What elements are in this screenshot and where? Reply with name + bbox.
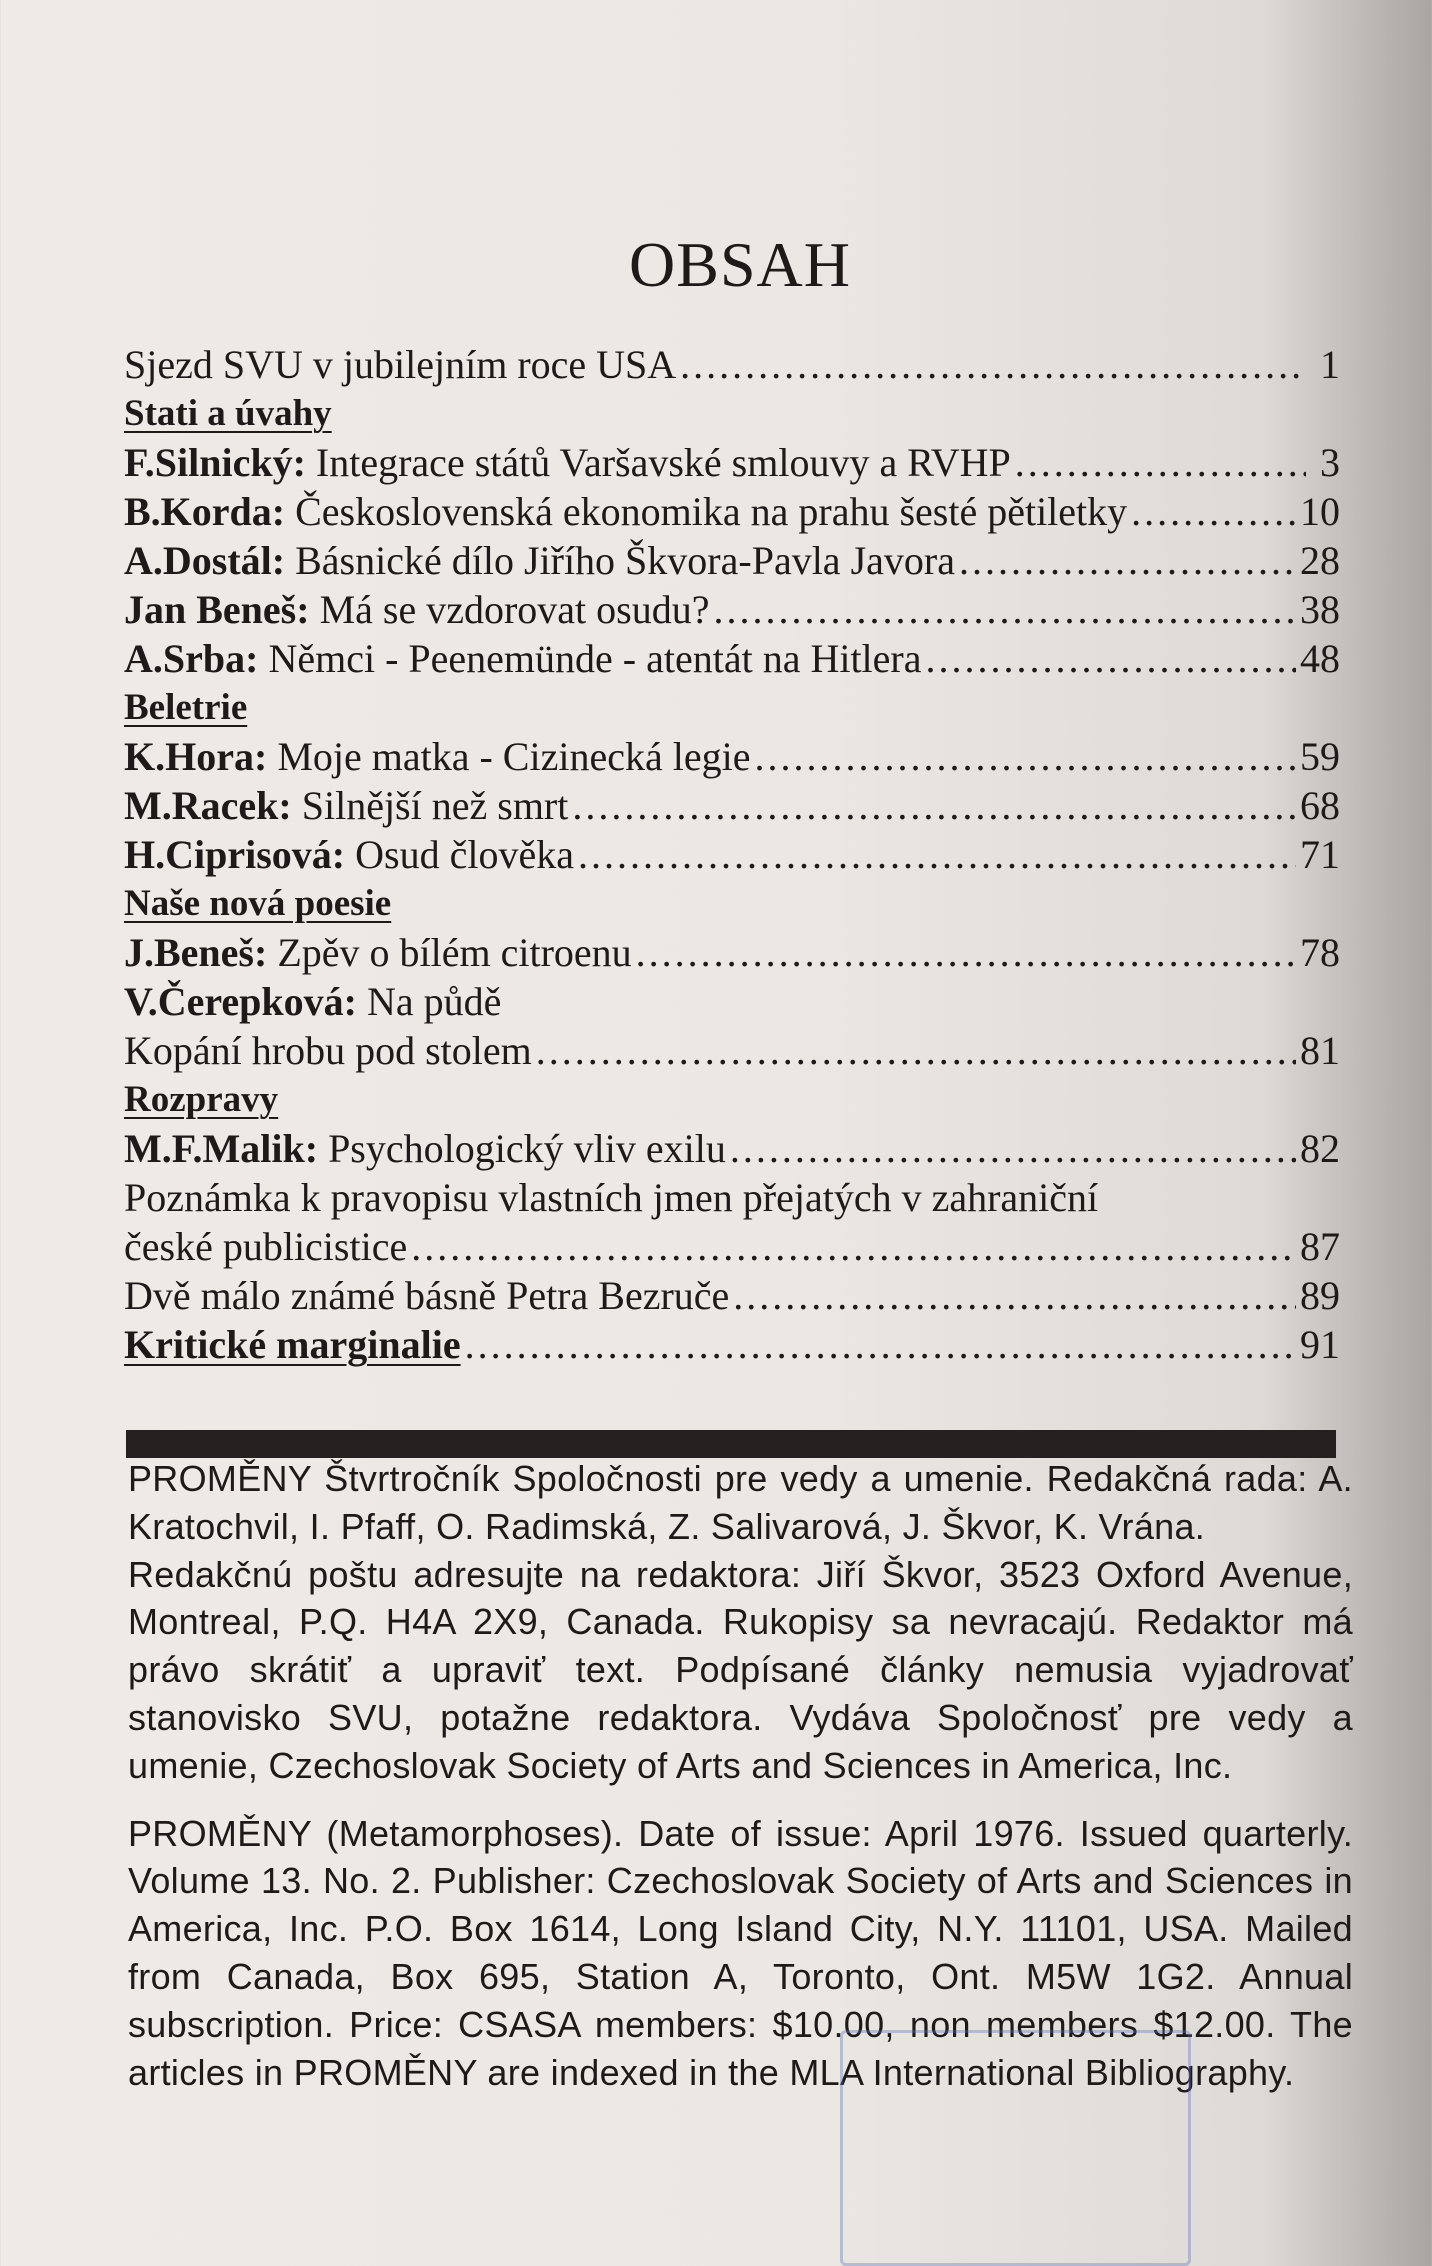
toc-author: M.Racek: [124, 783, 292, 828]
toc-leader-dots [959, 536, 1296, 585]
toc-page-number: 91 [1300, 1322, 1340, 1367]
toc-author: J.Beneš: [124, 930, 268, 975]
toc-page-number: 89 [1300, 1273, 1340, 1318]
toc-entry [124, 732, 1340, 781]
toc-page-number: 28 [1300, 538, 1340, 583]
toc-leader-dots [733, 1271, 1296, 1320]
toc-author: Jan Beneš: [124, 587, 310, 632]
toc-author: V.Čerepková: [124, 979, 357, 1024]
toc-entry [124, 830, 1340, 879]
toc-entry [124, 1222, 1340, 1271]
toc-author: F.Silnický: [124, 440, 306, 485]
toc-title: Osud člověka [355, 832, 574, 877]
toc-page-number: 82 [1300, 1126, 1340, 1171]
toc-page-number: 3 [1320, 440, 1340, 485]
toc-leader-dots [1131, 487, 1296, 536]
toc-leader-dots [680, 340, 1306, 389]
toc-title: Zpěv o bílém citroenu [277, 930, 632, 975]
toc-entry [124, 1026, 1340, 1075]
colophon-publication: PROMĚNY (Metamorphoses). Date of issue: April 1976. Issued quarterly. Volume 13. No. 2. Publisher: Czechoslovak Society of Arts and Sciences in America, Inc. P.O. Box 1614, Long Island City, N.Y. 11101, USA. Mailed from Canada, Box 695, Station A, Toronto, Ont. M5W 1G2. Annual subscription. Price: CSASA members: $10.00, non members $12.00. The articles in PROMĚNY are indexed in the MLA International Bibliography. [128, 1812, 1353, 2093]
toc-leader-dots [636, 928, 1296, 977]
toc-leader-dots [411, 1222, 1296, 1271]
toc-line [124, 977, 1340, 1026]
toc-leader-dots [536, 1026, 1296, 1075]
toc-page-number: 10 [1300, 489, 1340, 534]
toc-page-number: 1 [1320, 342, 1340, 387]
toc-leader-dots [572, 781, 1296, 830]
toc-leader-dots [926, 634, 1297, 683]
toc-entry [124, 1124, 1340, 1173]
toc-page-number: 59 [1300, 734, 1340, 779]
table-of-contents [124, 340, 1340, 1369]
toc-author: B.Korda: [124, 489, 286, 534]
toc-page-number: 71 [1300, 832, 1340, 877]
toc-author: Kritické marginalie [124, 1322, 461, 1367]
toc-leader-dots [465, 1320, 1296, 1369]
toc-author: H.Ciprisová: [124, 832, 346, 877]
toc-title: Kopání hrobu pod stolem [124, 1028, 532, 1073]
toc-page-number: 68 [1300, 783, 1340, 828]
toc-leader-dots [1015, 438, 1306, 487]
colophon [128, 1455, 1353, 2096]
toc-entry [124, 1320, 1340, 1369]
toc-title: české publicistice [124, 1224, 408, 1269]
toc-entry [124, 340, 1340, 389]
toc-page-number: 38 [1300, 587, 1340, 632]
toc-entry [124, 585, 1340, 634]
toc-leader-dots [578, 830, 1296, 879]
colophon-editorial: PROMĚNY Štvrtročník Spoločnosti pre vedy a umenie. Redakčná rada: A. Kratochvil, I. Pfaff, O. Radimská, Z. Salivarová, J. Škvor, K. Vrána. [128, 1458, 1353, 1547]
toc-author: A.Srba: [124, 636, 259, 681]
section-heading: Stati a úvahy [124, 393, 332, 434]
toc-entry [124, 438, 1340, 487]
toc-page-number: 81 [1300, 1028, 1340, 1073]
toc-entry [124, 487, 1340, 536]
toc-title: Poznámka k pravopisu vlastních jmen přejatých v zahraniční [124, 1175, 1099, 1220]
divider-bar [126, 1430, 1336, 1458]
section-heading: Naše nová poesie [124, 883, 392, 924]
toc-author: M.F.Malik: [124, 1126, 319, 1171]
colophon-address: Redakčnú poštu adresujte na redaktora: Jiří Škvor, 3523 Oxford Avenue, Montreal, P.Q. H4A 2X9, Canada. Rukopisy sa nevracajú. Redaktor má právo skrátiť a upraviť text. Podpísané články nemusia vyjadrovať stanovisko SVU, potažne redaktora. Vydáva Spoločnosť pre vedy a umenie, Czechoslovak Society of Arts and Sciences in America, Inc. [128, 1553, 1353, 1786]
section-heading: Beletrie [124, 687, 248, 728]
library-stamp [840, 2030, 1191, 2266]
toc-leader-dots [754, 732, 1296, 781]
toc-title: Silnější než smrt [301, 783, 569, 828]
section-heading: Rozpravy [124, 1079, 279, 1120]
toc-entry [124, 536, 1340, 585]
toc-title: Integrace států Varšavské smlouvy a RVHP [315, 440, 1011, 485]
toc-page-number: 87 [1300, 1224, 1340, 1269]
toc-entry [124, 781, 1340, 830]
toc-title: Dvě málo známé básně Petra Bezruče [124, 1273, 730, 1318]
toc-title: Má se vzdorovat osudu? [319, 587, 710, 632]
toc-leader-dots [730, 1124, 1296, 1173]
toc-title: Sjezd SVU v jubilejním roce USA [124, 342, 677, 387]
toc-author: K.Hora: [124, 734, 268, 779]
toc-page-number: 78 [1300, 930, 1340, 975]
page-title: OBSAH [629, 229, 851, 300]
toc-entry [124, 1271, 1340, 1320]
toc-title: Psychologický vliv exilu [328, 1126, 726, 1171]
toc-title: Moje matka - Cizinecká legie [277, 734, 751, 779]
toc-entry [124, 634, 1340, 683]
toc-title: Na půdě [366, 979, 502, 1024]
toc-author: A.Dostál: [124, 538, 286, 583]
toc-leader-dots [713, 585, 1296, 634]
toc-line [124, 1173, 1340, 1222]
toc-title: Němci - Peenemünde - atentát na Hitlera [268, 636, 922, 681]
toc-page-number: 48 [1300, 636, 1340, 681]
toc-title: Československá ekonomika na prahu šesté pětiletky [295, 489, 1128, 534]
toc-entry [124, 928, 1340, 977]
toc-title: Básnické dílo Jiřího Škvora-Pavla Javora [295, 538, 955, 583]
